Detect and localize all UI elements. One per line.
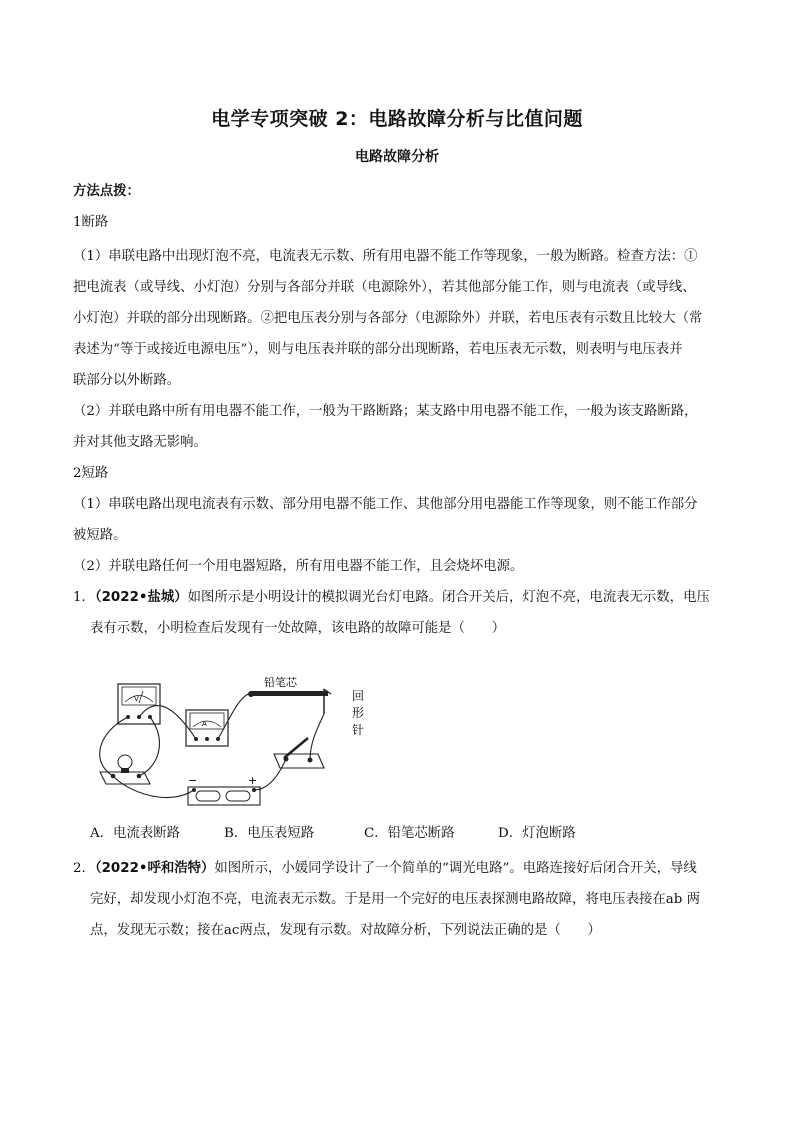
question-text: 表有示数，小明检查后发现有一处故障，该电路的故障可能是（ ） — [90, 621, 506, 636]
clip-label-3: 针 — [352, 723, 365, 737]
option-c: C．铅笔芯断路 — [364, 826, 455, 841]
paragraph-line: 并对其他支路无影响。 — [73, 435, 207, 450]
question-number: 2． — [73, 861, 95, 876]
question-1 — [73, 586, 710, 605]
pencil-lead-label: 铅笔芯 — [264, 676, 297, 689]
clip-label-2: 形 — [352, 706, 365, 720]
question-text: 点，发现无示数；接在ac两点，发现有示数。对故障分析，下列说法正确的是（ ） — [90, 923, 601, 938]
switch-icon — [274, 738, 324, 768]
question-text: 如图所示，小媛同学设计了一个简单的“调光电路”。电路连接好后闭合开关，导线 — [214, 861, 697, 876]
paragraph-line: 表述为“等于或接近电源电压”），则与电压表并联的部分出现断路，若电压表无示数，则表明与电压表并 — [73, 342, 683, 357]
option-d: D．灯泡断路 — [498, 826, 576, 841]
paragraph-line: 把电流表（或导线、小灯泡）分别与各部分并联（电源除外），若其他部分能工作，则与电流表（或导线、 — [73, 280, 696, 295]
paragraph-line: （2）并联电路中所有用电器不能工作，一般为干路断路；某支路中用电器不能工作，一般为该支路断路， — [73, 404, 698, 419]
question-source: （2022•呼和浩特） — [94, 861, 215, 876]
circuit-figure — [88, 672, 378, 812]
lamp-icon — [100, 755, 150, 784]
question-text: 如图所示是小明设计的模拟调光台灯电路。闭合开关后，灯泡不亮，电流表无示数，电压 — [187, 590, 710, 605]
pencil-lead-icon — [248, 689, 331, 714]
ammeter-icon — [186, 710, 228, 746]
question-2 — [73, 857, 697, 876]
voltmeter-icon — [118, 684, 160, 724]
paragraph-line: 小灯泡）并联的部分出现断路。②把电压表分别与各部分（电源除外）并联，若电压表有示数且比较大（常 — [73, 311, 703, 326]
ammeter-label: A — [202, 720, 207, 728]
option-a: A．电流表断路 — [90, 826, 181, 841]
question-source: （2022•盐城） — [94, 590, 188, 605]
battery-plus-label: + — [248, 774, 258, 787]
question-number: 1． — [73, 590, 95, 605]
paragraph-line: （2）并联电路任何一个用电器短路，所有用电器不能工作，且会烧坏电源。 — [73, 559, 524, 574]
section-2-title: 2短路 — [73, 466, 109, 481]
voltmeter-label: V — [134, 695, 139, 703]
paragraph-line: （1）串联电路出现电流表有示数、部分用电器不能工作、其他部分用电器能工作等现象，则不能工作部分 — [73, 497, 698, 512]
option-b: B．电压表短路 — [224, 826, 315, 841]
paragraph-line: （1）串联电路中出现灯泡不亮，电流表无示数、所有用电器不能工作等现象，一般为断路。检查方法：① — [73, 249, 698, 264]
method-label: 方法点拨： — [73, 184, 140, 199]
question-text: 完好，却发现小灯泡不亮，电流表无示数。于是用一个完好的电压表探测电路故障，将电压表接在ab 两 — [90, 892, 700, 907]
paragraph-line: 被短路。 — [73, 528, 127, 543]
battery-icon — [188, 787, 260, 805]
clip-label-1: 回 — [352, 689, 365, 703]
section-1-title: 1断路 — [73, 215, 109, 230]
page-title: 电学专项突破 2：电路故障分析与比值问题 — [211, 108, 583, 130]
section-subtitle: 电路故障分析 — [355, 149, 439, 165]
paragraph-line: 联部分以外断路。 — [73, 373, 181, 388]
battery-minus-label: − — [188, 774, 198, 787]
